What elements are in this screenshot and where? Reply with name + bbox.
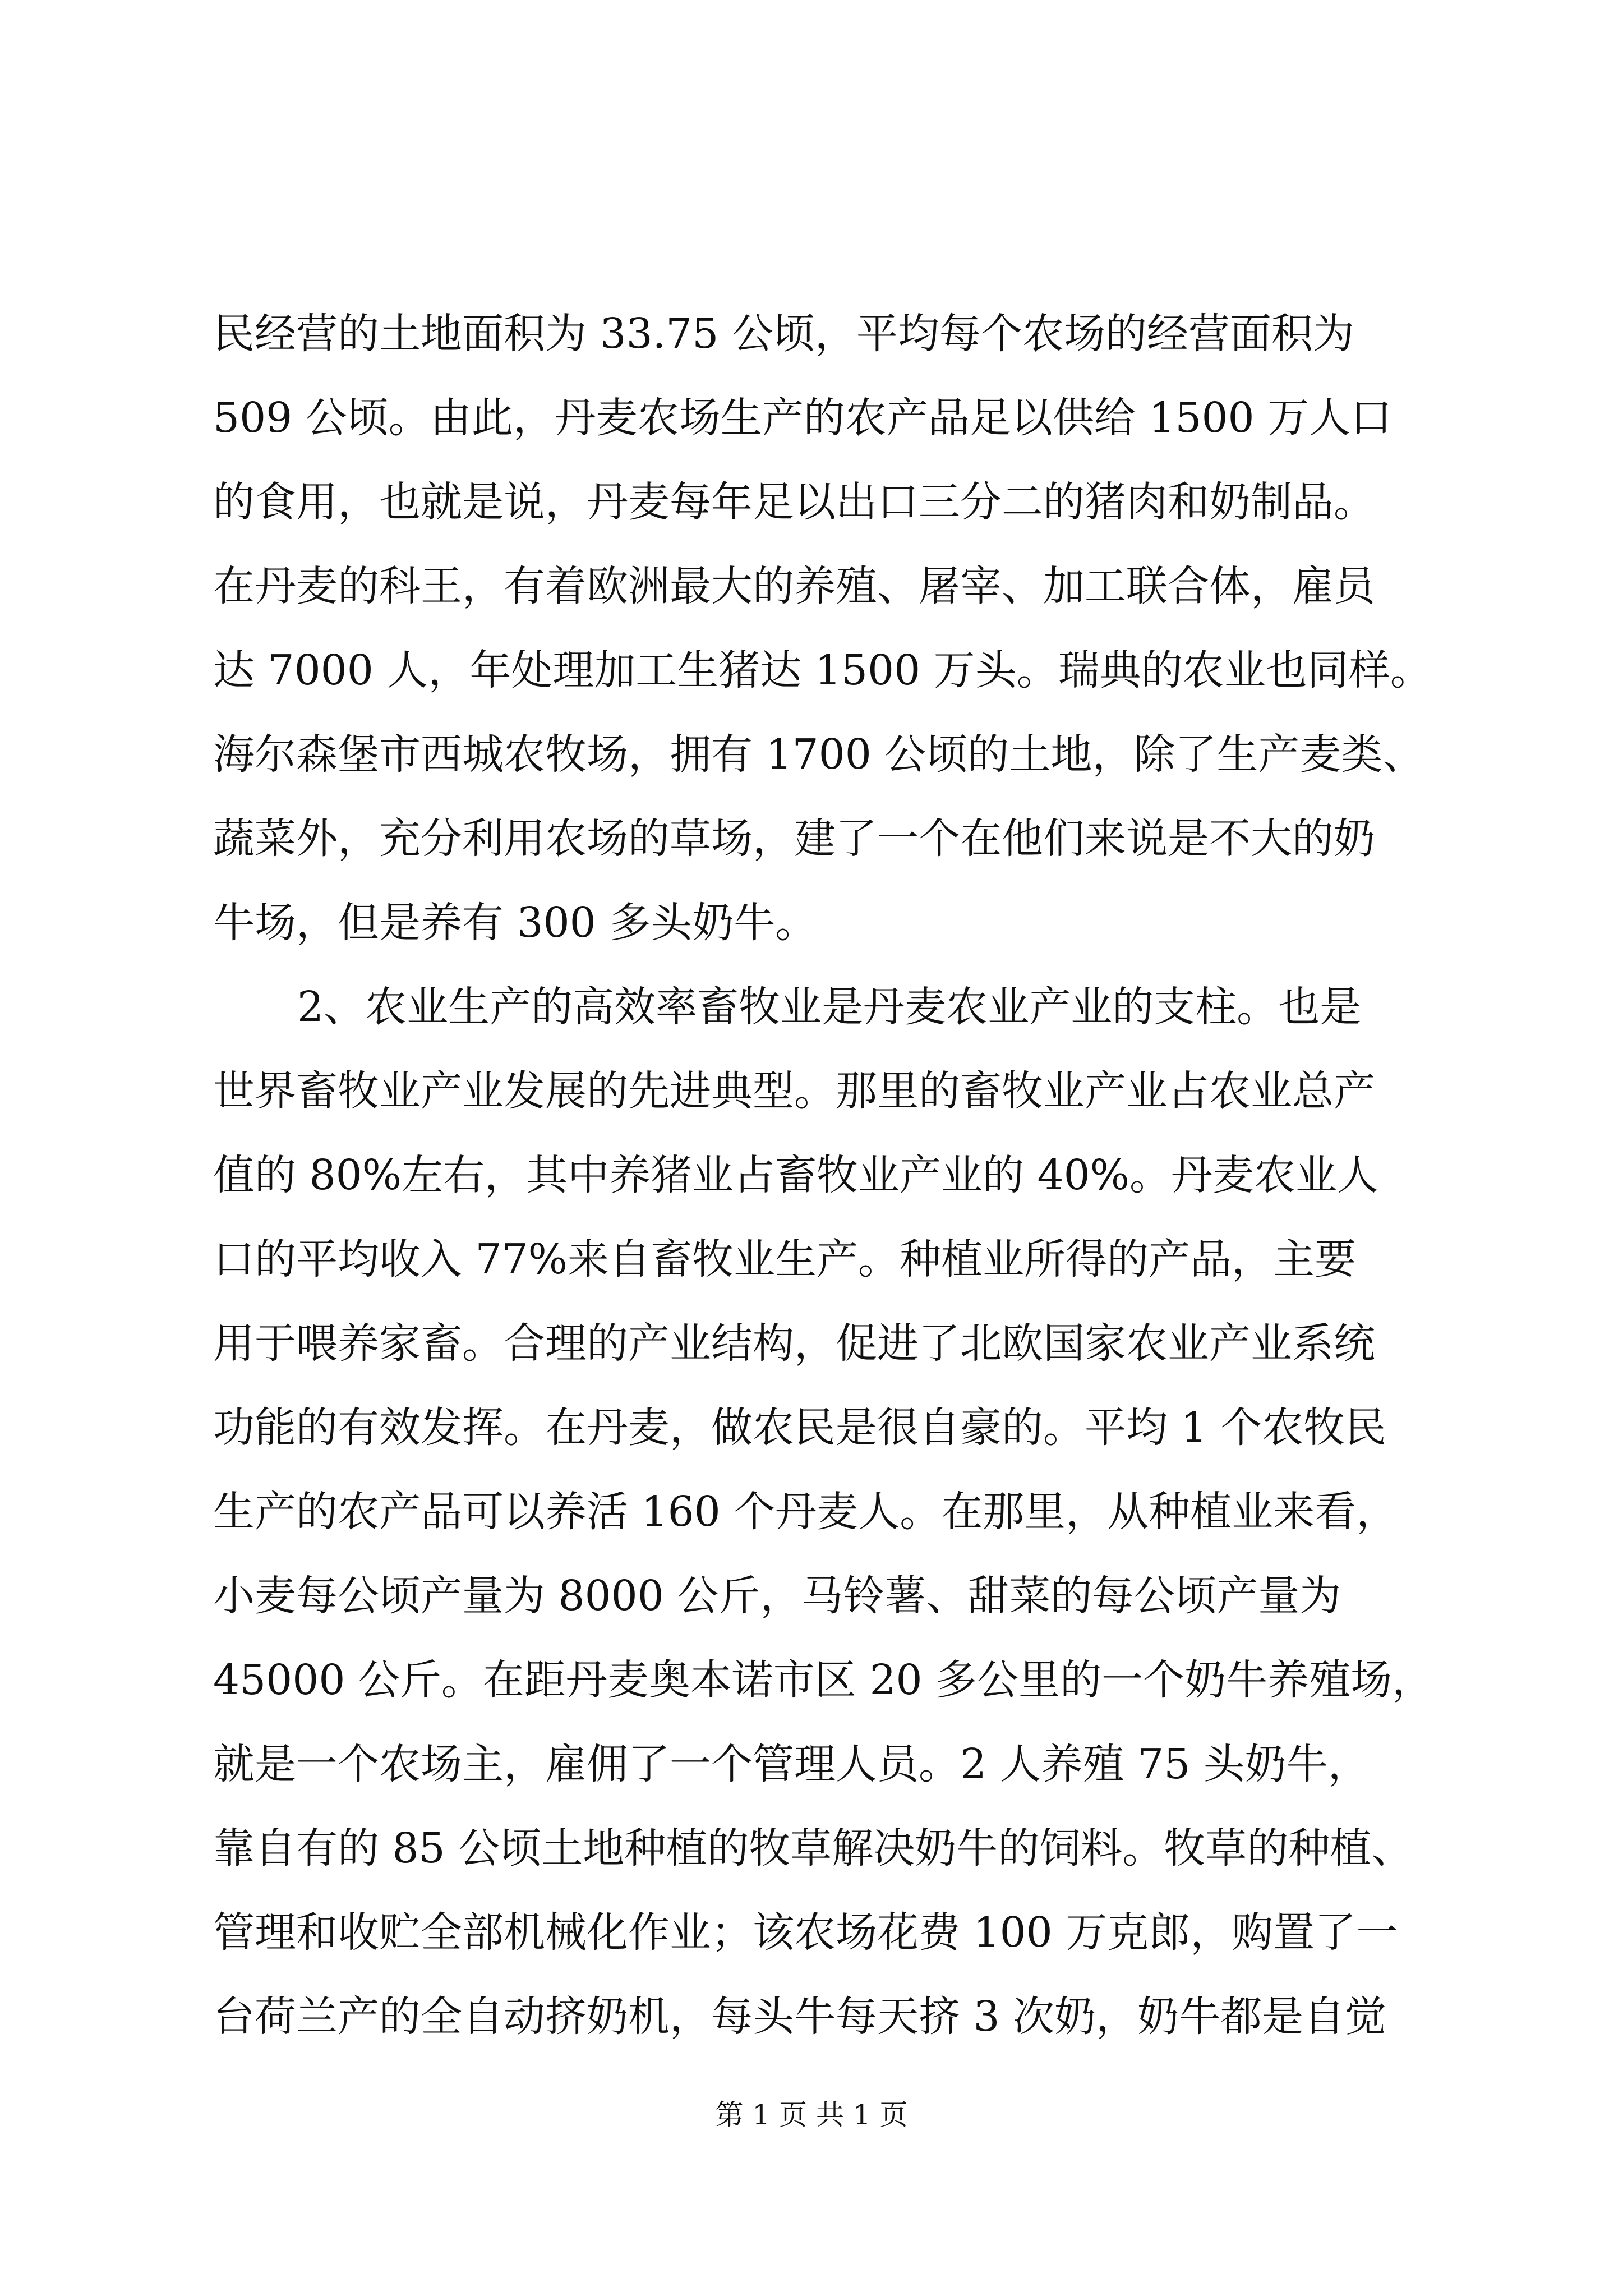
text-line: 海尔森堡市西城农牧场，拥有 1700 公顷的土地，除了生产麦类、 [213,730,1424,779]
text-line: 牛场，但是养有 300 多头奶牛。 [213,899,817,947]
text-line: 管理和收贮全部机械化作业；该农场花费 100 万克郎，购置了一 [213,1908,1398,1957]
text-line: 生产的农产品可以养活 160 个丹麦人。在那里，从种植业来看， [213,1488,1398,1536]
text-line: 509 公顷。由此，丹麦农场生产的农产品足以供给 1500 万人口 [213,394,1393,442]
text-line: 达 7000 人，年处理加工生猪达 1500 万头。瑞典的农业也同样。 [213,646,1432,694]
paragraph-start-line: 2、农业生产的高效率畜牧业是丹麦农业产业的支柱。也是 [297,983,1362,1031]
text-line: 台荷兰产的全自动挤奶机，每头牛每天挤 3 次奶，奶牛都是自觉 [213,1993,1387,2041]
text-line: 靠自有的 85 公顷土地种植的牧草解决奶牛的饲料。牧草的种植、 [213,1824,1413,1872]
text-line: 在丹麦的科王，有着欧洲最大的养殖、屠宰、加工联合体，雇员 [213,562,1375,610]
text-line: 口的平均收入 77%来自畜牧业生产。种植业所得的产品，主要 [213,1235,1356,1283]
text-line: 民经营的土地面积为 33.75 公顷，平均每个农场的经营面积为 [213,310,1354,358]
text-line: 蔬菜外，充分利用农场的草场，建了一个在他们来说是不大的奶 [213,815,1375,863]
text-line: 用于喂养家畜。合理的产业结构，促进了北欧国家农业产业系统 [213,1319,1375,1368]
text-line: 值的 80%左右，其中养猪业占畜牧业产业的 40%。丹麦农业人 [213,1151,1378,1199]
text-line: 45000 公斤。在距丹麦奥本诺市区 20 多公里的一个奶牛养殖场， [213,1656,1434,1704]
text-line: 世界畜牧业产业发展的先进典型。那里的畜牧业产业占农业总产 [213,1067,1375,1115]
text-line: 的食用，也就是说，丹麦每年足以出口三分二的猪肉和奶制品。 [213,478,1375,526]
text-line: 就是一个农场主，雇佣了一个管理人员。2 人养殖 75 头奶牛， [213,1740,1370,1788]
document-body [213,292,1434,2059]
page-number-footer: 第 1 页 共 1 页 [715,2099,908,2131]
text-line: 功能的有效发挥。在丹麦，做农民是很自豪的。平均 1 个农牧民 [213,1404,1387,1452]
text-line: 小麦每公顷产量为 8000 公斤，马铃薯、甜菜的每公顷产量为 [213,1572,1341,1620]
